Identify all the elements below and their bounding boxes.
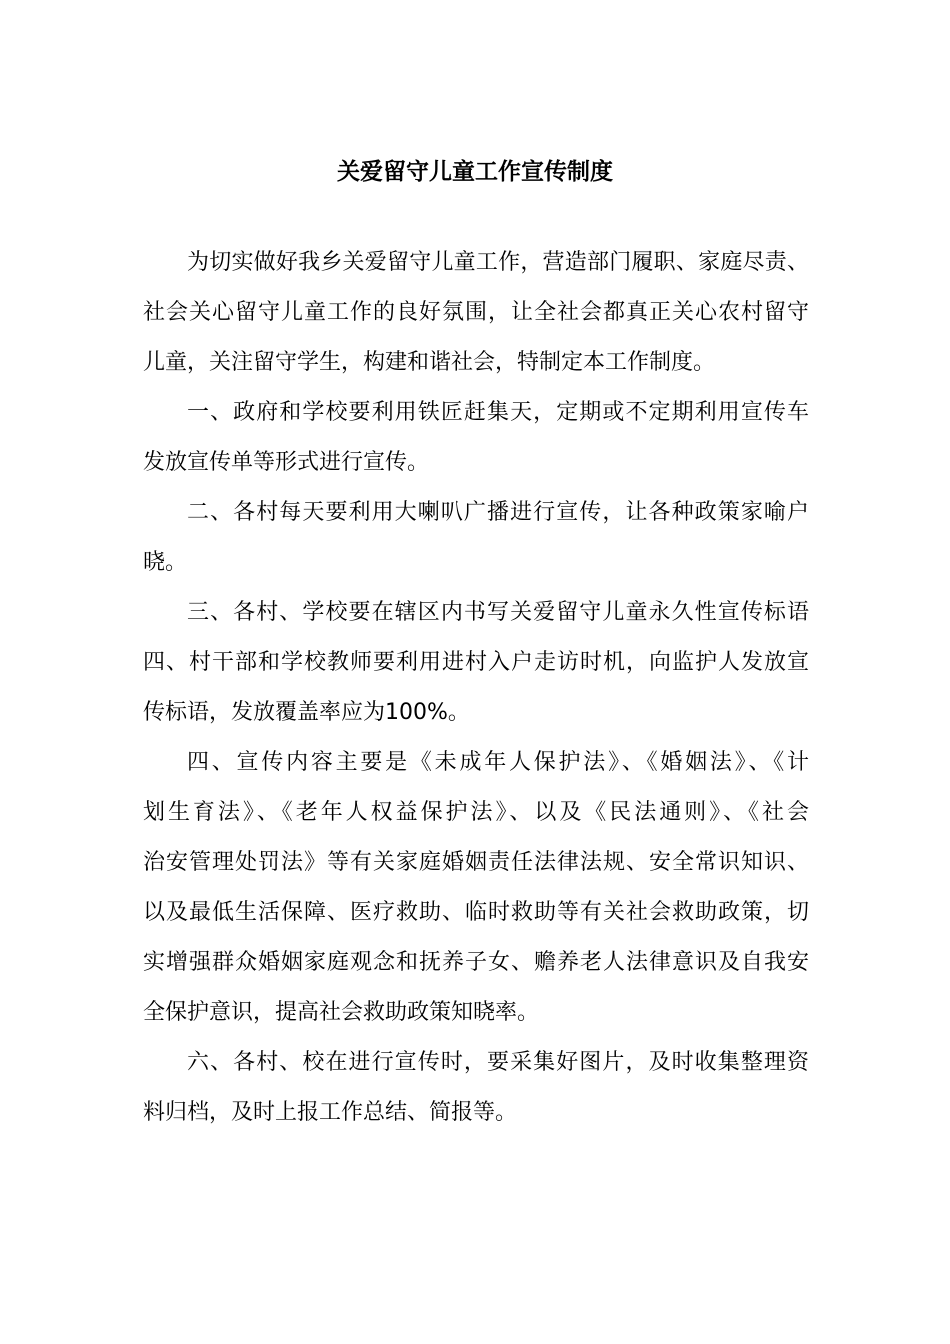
paragraph-item-6 xyxy=(143,1038,809,1138)
text-line: 三、各村、学校要在辖区内书写关爱留守儿童永久性宣传标语 xyxy=(187,600,809,625)
text-line: 六、各村、校在进行宣传时，要采集好图片，及时收集整理资 xyxy=(187,1050,809,1075)
text-line: 四、村干部和学校教师要利用进村入户走访时机，向监护人发放宣 xyxy=(143,650,809,675)
paragraph-item-3 xyxy=(143,588,809,738)
text-line: 传标语，发放覆盖率应为100%。 xyxy=(143,700,470,725)
document-body xyxy=(143,238,809,1138)
text-line: 以及最低生活保障、医疗救助、临时救助等有关社会救助政策，切 xyxy=(143,900,809,925)
text-line: 社会关心留守儿童工作的良好氛围，让全社会都真正关心农村留守 xyxy=(143,300,809,325)
paragraph-intro xyxy=(143,238,809,388)
document-title: 关爱留守儿童工作宣传制度 xyxy=(337,159,613,185)
text-line: 全保护意识，提高社会救助政策知晓率。 xyxy=(143,1000,540,1025)
paragraph-item-2 xyxy=(143,488,809,588)
paragraph-item-1 xyxy=(143,388,809,488)
text-line: 治安管理处罚法》等有关家庭婚姻责任法律法规、安全常识知识、 xyxy=(143,850,809,875)
text-line: 二、各村每天要利用大喇叭广播进行宣传，让各种政策家喻户 xyxy=(187,500,809,525)
text-line: 发放宣传单等形式进行宣传。 xyxy=(143,450,430,475)
text-line: 儿童，关注留守学生，构建和谐社会，特制定本工作制度。 xyxy=(143,350,716,375)
paragraph-item-4 xyxy=(143,738,809,1038)
text-line: 料归档，及时上报工作总结、简报等。 xyxy=(143,1100,518,1125)
text-line: 四、宣传内容主要是《未成年人保护法》、《婚姻法》、《计 xyxy=(187,750,809,775)
text-line: 晓。 xyxy=(143,550,188,575)
text-line: 划生育法》、《老年人权益保护法》、以及《民法通则》、《社会 xyxy=(143,800,809,825)
text-line: 实增强群众婚姻家庭观念和抚养子女、赡养老人法律意识及自我安 xyxy=(143,950,809,975)
text-line: 一、政府和学校要利用铁匠赶集天，定期或不定期利用宣传车 xyxy=(187,400,809,425)
text-line: 为切实做好我乡关爱留守儿童工作，营造部门履职、家庭尽责、 xyxy=(187,250,809,275)
